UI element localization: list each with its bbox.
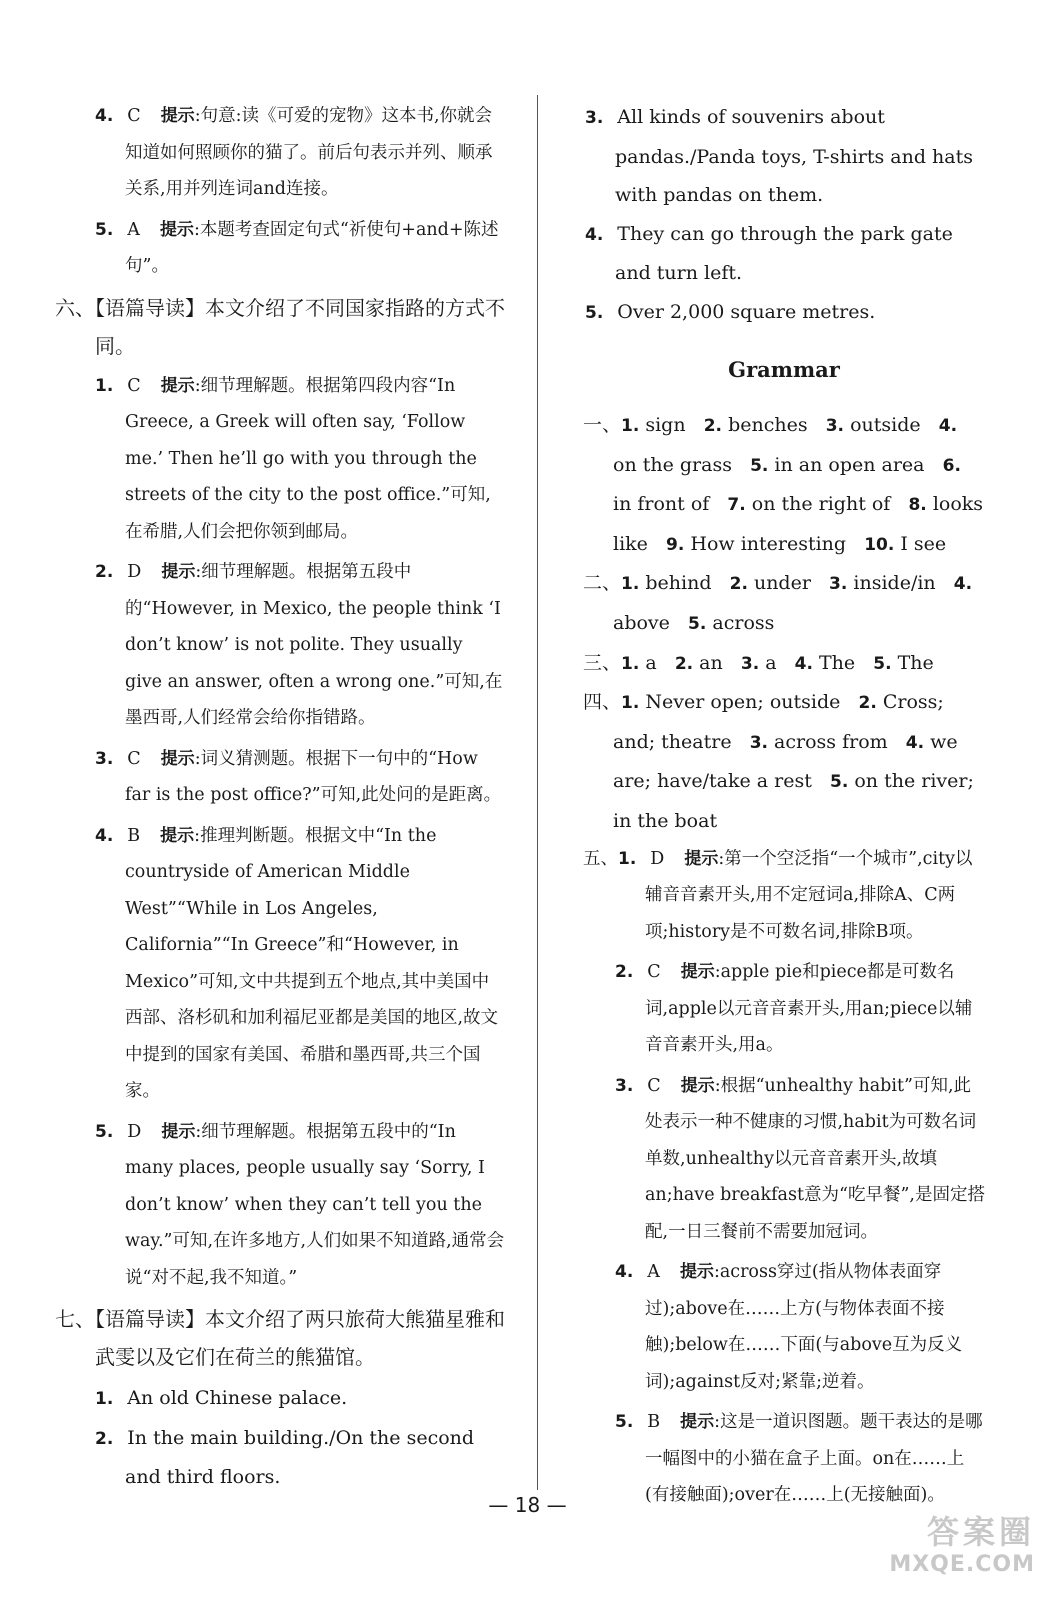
answer-text: under — [753, 572, 811, 595]
item-number: 2. — [95, 1428, 114, 1449]
item-number: 1. — [95, 375, 114, 396]
watermark-top: 答案圈 — [926, 1513, 1035, 1551]
answer-item — [55, 212, 505, 285]
item-number: 3. — [585, 108, 604, 128]
answer-letter: B — [647, 1412, 661, 1433]
answer-letter: D — [127, 562, 142, 582]
hint-label: 提示 — [160, 375, 195, 396]
answer-item — [583, 98, 985, 215]
item-number: 4. — [95, 106, 114, 126]
answer-item — [583, 1068, 985, 1251]
hint-label: 提示 — [159, 219, 194, 240]
item-number: 3. — [825, 416, 845, 436]
answer-text: The — [897, 651, 934, 674]
hint-label: 提示 — [160, 748, 195, 769]
answer-letter: A — [647, 1262, 660, 1283]
right-column — [583, 98, 985, 1518]
grammar-section-1 — [583, 406, 985, 564]
answer-letter: D — [650, 848, 665, 869]
item-number: 2. — [674, 653, 694, 674]
answer-letter: C — [647, 1075, 661, 1096]
item-number: 1. — [618, 848, 637, 869]
item-number: 5. — [830, 772, 849, 793]
answer-item — [55, 1419, 505, 1497]
answer-letter: D — [127, 1121, 142, 1142]
answer-text: inside/in — [853, 572, 936, 595]
answer-text: Over 2,000 square metres. — [617, 300, 876, 323]
hint-text: :句意:读《可爱的宠物》这本书,你就会知道如何照顾你的猫了。前后句表示并列、顺承关系,用并列连词and连接。 — [125, 106, 493, 199]
answer-letter: B — [127, 825, 141, 846]
item-number: 4. — [95, 825, 114, 846]
item-number: 6. — [942, 455, 961, 476]
hint-text: :这是一道识图题。题干表达的是哪一幅图中的小猫在盒子上面。on在……上(有接触面);over在……上(无接触面)。 — [645, 1412, 983, 1506]
item-number: 4. — [615, 1262, 634, 1283]
answer-item — [583, 1254, 985, 1400]
grammar-section-3 — [583, 644, 985, 684]
answer-text: An old Chinese palace. — [127, 1387, 348, 1409]
item-number: 3. — [749, 732, 768, 753]
answer-text: All kinds of souvenirs about pandas./Panda toys, T-shirts and hats with pandas on them. — [615, 106, 974, 206]
item-number: 1. — [621, 574, 640, 595]
answer-item — [55, 98, 505, 208]
hint-text: :词义猜测题。根据下一句中的“How far is the post office?”可知,此处问的是距离。 — [125, 748, 502, 805]
item-number: 2. — [858, 693, 877, 714]
answer-text: How interesting — [690, 532, 847, 555]
answer-text: an — [699, 651, 723, 674]
answer-item — [55, 554, 505, 737]
watermark-bottom: MXQE.COM — [889, 1552, 1035, 1577]
answer-text: I see — [900, 532, 947, 555]
item-number: 5. — [873, 653, 892, 674]
section-heading-6: 六、【语篇导读】本文介绍了不同国家指路的方式不同。 — [55, 295, 505, 358]
answer-text: above — [613, 611, 670, 634]
answer-item — [55, 741, 505, 814]
answer-text: Cross; and; theatre — [613, 691, 944, 753]
item-number: 2. — [95, 562, 114, 582]
item-number: 4. — [953, 574, 973, 595]
answer-text: sign — [645, 414, 686, 436]
answer-text: behind — [645, 572, 712, 595]
answer-item — [583, 293, 985, 333]
item-number: 1. — [95, 1389, 114, 1409]
column-divider — [537, 95, 538, 1490]
item-number: 5. — [585, 302, 604, 323]
section-prefix: 二、 — [583, 572, 622, 595]
answer-text: looks like — [613, 493, 984, 555]
answer-text: in an open area — [774, 453, 925, 476]
hint-label: 提示 — [680, 962, 715, 983]
grammar-section-2 — [583, 564, 985, 643]
item-number: 8. — [908, 495, 927, 516]
hint-label: 提示 — [680, 1075, 715, 1096]
answer-text: benches — [728, 414, 808, 436]
answer-text: They can go through the park gate and turn left. — [615, 222, 953, 284]
answer-text: In the main building./On the second and third floors. — [125, 1426, 475, 1488]
section-prefix: 一、 — [583, 414, 622, 436]
item-number: 7. — [727, 495, 746, 516]
page-number: — 18 — — [488, 1493, 567, 1517]
answer-text: across from — [774, 730, 888, 753]
hint-label: 提示 — [160, 825, 195, 846]
item-number: 3. — [615, 1075, 634, 1096]
hint-label: 提示 — [161, 1121, 196, 1142]
hint-label: 提示 — [161, 562, 196, 582]
item-number: 5. — [95, 219, 114, 240]
answer-letter: C — [647, 962, 661, 983]
answer-text: Never open; outside — [645, 691, 841, 714]
section-prefix: 五、 — [583, 848, 618, 869]
item-number: 1. — [621, 653, 640, 674]
section-heading-7: 七、【语篇导读】本文介绍了两只旅荷大熊猫星雅和武雯以及它们在荷兰的熊猫馆。 — [55, 1307, 505, 1369]
hint-text: :根据“unhealthy habit”可知,此处表示一种不健康的习惯,habit为可数名词单数,unhealthy以元音音素开头,故填an;have breakfast意为“吃早餐”,是固定搭配,一日三餐前不需要加冠词。 — [645, 1075, 985, 1242]
item-number: 3. — [95, 748, 114, 769]
answer-text: The — [819, 651, 856, 674]
answer-text: outside — [850, 414, 921, 436]
item-number: 1. — [621, 416, 640, 436]
answer-item — [55, 818, 505, 1110]
item-number: 5. — [95, 1121, 114, 1142]
answer-text: across — [712, 611, 775, 634]
item-number: 3. — [740, 653, 760, 674]
hint-text: :本题考查固定句式“祈使句+and+陈述句”。 — [125, 219, 499, 276]
answer-text: on the right of — [751, 493, 891, 516]
answer-item — [55, 1114, 505, 1297]
section-prefix: 四、 — [583, 691, 622, 714]
item-number: 2. — [729, 574, 748, 595]
answer-letter: A — [127, 219, 140, 240]
item-number: 5. — [750, 455, 769, 476]
hint-text: :across穿过(指从物体表面穿过);above在……上方(与物体表面不接触);below在……下面(与above互为反义词);against反对;紧靠;逆着。 — [645, 1262, 963, 1392]
answer-text: in front of — [613, 493, 710, 516]
answer-text: on the river; in the boat — [613, 770, 974, 832]
hint-label: 提示 — [684, 848, 719, 869]
answer-item — [583, 841, 985, 951]
answer-text: a — [645, 651, 657, 674]
hint-text: :第一个空泛指“一个城市”,city以辅音音素开头,用不定冠词a,排除A、C两项;history是不可数名词,排除B项。 — [645, 848, 973, 942]
item-number: 3. — [829, 574, 848, 595]
item-number: 10. — [864, 534, 895, 555]
item-number: 5. — [615, 1412, 634, 1433]
hint-text: :细节理解题。根据第五段中的“However, in Mexico, the people think ‘I don’t know’ is not polite. They usually give an answer, often a wrong one.”可知,在墨西哥,人们经常会给你指错路。 — [125, 562, 503, 728]
item-number: 4. — [905, 732, 925, 753]
hint-label: 提示 — [679, 1262, 714, 1283]
grammar-section-4 — [583, 683, 985, 840]
left-column — [55, 98, 505, 1497]
answer-item — [55, 368, 505, 551]
hint-text: :apple pie和piece都是可数名词,apple以元音音素开头,用an;piece以辅音音素开头,用a。 — [645, 962, 973, 1056]
hint-label: 提示 — [160, 106, 195, 126]
answer-text: a — [765, 651, 777, 674]
item-number: 1. — [621, 693, 640, 714]
hint-label: 提示 — [680, 1412, 715, 1433]
answer-item — [583, 215, 985, 293]
hint-text: :细节理解题。根据第四段内容“In Greece, a Greek will often say, ‘Follow me.’ Then he’ll go with you through the streets of the city to the post office.”可知,在希腊,人们会把你领到邮局。 — [125, 375, 491, 542]
answer-text: we are; have/take a rest — [613, 730, 958, 793]
item-number: 5. — [688, 613, 707, 634]
item-number: 2. — [615, 962, 634, 983]
answer-item — [583, 954, 985, 1064]
watermark-logo — [885, 1512, 1035, 1582]
answer-letter: C — [127, 748, 141, 769]
item-number: 4. — [938, 416, 958, 436]
answer-text: on the grass — [613, 453, 732, 476]
item-number: 9. — [666, 534, 685, 555]
answer-letter: C — [127, 106, 141, 126]
answer-item — [55, 1379, 505, 1419]
item-number: 4. — [794, 653, 813, 674]
hint-text: :推理判断题。根据文中“In the countryside of American Middle West”“While in Los Angeles, California”“In Greece”和“However, in Mexico”可知,文中共提到五个地点,其中美国中西部、洛杉矶和加利福尼亚都是美国的地区,故文中提到的国家有美国、希腊和墨西哥,共三个国家。 — [125, 825, 499, 1101]
answer-letter: C — [127, 375, 141, 396]
item-number: 4. — [585, 224, 604, 245]
item-number: 2. — [703, 416, 723, 436]
hint-text: :细节理解题。根据第五段中的“In many places, people usually say ‘Sorry, I don’t know’ when they can’t tell you the way.”可知,在许多地方,人们如果不知道路,通常会说“对不起,我不知道。” — [125, 1121, 505, 1288]
section-prefix: 三、 — [583, 651, 622, 674]
grammar-heading: Grammar — [728, 357, 840, 382]
